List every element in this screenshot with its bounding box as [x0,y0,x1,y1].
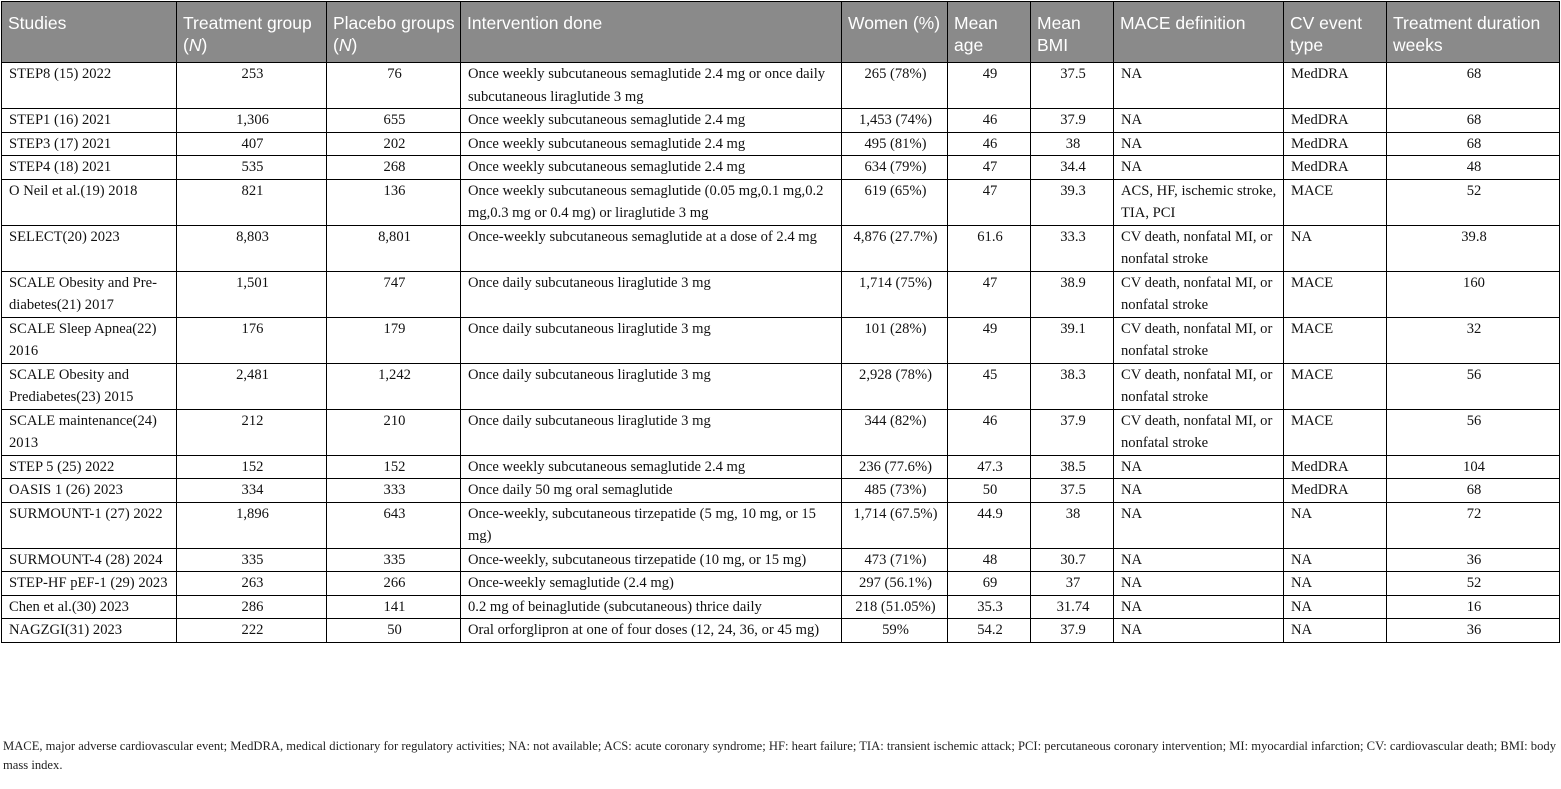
cell-women: 2,928 (78%) [842,363,948,409]
col-header-mean-bmi: Mean BMI [1031,2,1114,63]
cell-mean-age: 46 [948,409,1031,455]
cell-women: 473 (71%) [842,548,948,572]
col-header-treatment-duration: Treatment duration weeks [1387,2,1560,63]
cell-mean-age: 47 [948,156,1031,180]
cell-treatment-n: 821 [177,179,327,225]
cell-women: 218 (51.05%) [842,595,948,619]
cell-cv-event-type: MACE [1284,271,1387,317]
cell-cv-event-type: MACE [1284,317,1387,363]
cell-study: SELECT(20) 2023 [2,225,177,271]
table-row [2,619,1560,643]
cell-mean-bmi: 38 [1031,502,1114,548]
cell-mean-bmi: 33.3 [1031,225,1114,271]
cell-cv-event-type: NA [1284,548,1387,572]
cell-mean-age: 49 [948,317,1031,363]
cell-placebo-n: 266 [327,572,461,596]
cell-treatment-n: 212 [177,409,327,455]
table-row [2,409,1560,455]
cell-intervention: Oral orforglipron at one of four doses (12, 24, 36, or 45 mg) [461,619,842,643]
cell-placebo-n: 335 [327,548,461,572]
cell-women: 495 (81%) [842,132,948,156]
cell-duration-weeks: 68 [1387,63,1560,109]
cell-mean-bmi: 37.5 [1031,479,1114,503]
cell-duration-weeks: 104 [1387,455,1560,479]
cell-placebo-n: 643 [327,502,461,548]
cell-placebo-n: 141 [327,595,461,619]
col-header-mace-definition: MACE definition [1114,2,1284,63]
cell-duration-weeks: 68 [1387,479,1560,503]
cell-mace-definition: NA [1114,595,1284,619]
cell-study: SCALE maintenance(24) 2013 [2,409,177,455]
cell-intervention: Once weekly subcutaneous semaglutide (0.05 mg,0.1 mg,0.2 mg,0.3 mg or 0.4 mg) or liraglutide 3 mg [461,179,842,225]
cell-mace-definition: CV death, nonfatal MI, or nonfatal stroke [1114,409,1284,455]
table-row [2,595,1560,619]
header-row [2,2,1560,63]
cell-women: 1,714 (67.5%) [842,502,948,548]
cell-intervention: Once weekly subcutaneous semaglutide 2.4 mg [461,455,842,479]
cell-intervention: Once daily subcutaneous liraglutide 3 mg [461,363,842,409]
cell-placebo-n: 333 [327,479,461,503]
cell-women: 297 (56.1%) [842,572,948,596]
cell-study: SCALE Sleep Apnea(22) 2016 [2,317,177,363]
cell-women: 485 (73%) [842,479,948,503]
cell-mean-age: 69 [948,572,1031,596]
cell-mace-definition: CV death, nonfatal MI, or nonfatal stroke [1114,317,1284,363]
cell-women: 619 (65%) [842,179,948,225]
cell-intervention: Once daily subcutaneous liraglutide 3 mg [461,317,842,363]
cell-treatment-n: 335 [177,548,327,572]
cell-mace-definition: NA [1114,156,1284,180]
cell-study: O Neil et al.(19) 2018 [2,179,177,225]
cell-cv-event-type: MedDRA [1284,132,1387,156]
cell-study: STEP 5 (25) 2022 [2,455,177,479]
cell-cv-event-type: NA [1284,595,1387,619]
cell-duration-weeks: 36 [1387,619,1560,643]
cell-mean-bmi: 37.9 [1031,619,1114,643]
cell-treatment-n: 334 [177,479,327,503]
cell-mean-bmi: 34.4 [1031,156,1114,180]
cell-intervention: Once daily subcutaneous liraglutide 3 mg [461,409,842,455]
col-header-intervention: Intervention done [461,2,842,63]
cell-treatment-n: 535 [177,156,327,180]
cell-mean-age: 47 [948,271,1031,317]
cell-placebo-n: 136 [327,179,461,225]
cell-mean-bmi: 37.5 [1031,63,1114,109]
cell-study: STEP8 (15) 2022 [2,63,177,109]
cell-women: 59% [842,619,948,643]
cell-mace-definition: NA [1114,479,1284,503]
cell-duration-weeks: 16 [1387,595,1560,619]
cell-women: 236 (77.6%) [842,455,948,479]
cell-cv-event-type: MACE [1284,363,1387,409]
cell-treatment-n: 263 [177,572,327,596]
table-row [2,156,1560,180]
cell-women: 1,714 (75%) [842,271,948,317]
table-row [2,132,1560,156]
cell-study: OASIS 1 (26) 2023 [2,479,177,503]
cell-mace-definition: CV death, nonfatal MI, or nonfatal stroke [1114,271,1284,317]
cell-duration-weeks: 68 [1387,109,1560,133]
cell-intervention: Once weekly subcutaneous semaglutide 2.4 mg [461,109,842,133]
table-row [2,225,1560,271]
cell-duration-weeks: 52 [1387,179,1560,225]
cell-cv-event-type: MACE [1284,179,1387,225]
cell-placebo-n: 1,242 [327,363,461,409]
cell-mean-bmi: 38 [1031,132,1114,156]
cell-duration-weeks: 56 [1387,363,1560,409]
cell-study: SURMOUNT-1 (27) 2022 [2,502,177,548]
cell-mean-bmi: 38.9 [1031,271,1114,317]
cell-duration-weeks: 56 [1387,409,1560,455]
cell-mean-bmi: 38.3 [1031,363,1114,409]
cell-mean-age: 45 [948,363,1031,409]
cell-intervention: 0.2 mg of beinaglutide (subcutaneous) thrice daily [461,595,842,619]
cell-cv-event-type: MACE [1284,409,1387,455]
cell-cv-event-type: MedDRA [1284,63,1387,109]
cell-study: NAGZGI(31) 2023 [2,619,177,643]
studies-table [1,1,1560,643]
cell-intervention: Once-weekly subcutaneous semaglutide at a dose of 2.4 mg [461,225,842,271]
cell-mean-bmi: 30.7 [1031,548,1114,572]
cell-women: 101 (28%) [842,317,948,363]
cell-women: 634 (79%) [842,156,948,180]
cell-mace-definition: NA [1114,548,1284,572]
cell-mean-bmi: 37 [1031,572,1114,596]
cell-mean-age: 49 [948,63,1031,109]
table-row [2,109,1560,133]
cell-mean-age: 46 [948,109,1031,133]
cell-study: Chen et al.(30) 2023 [2,595,177,619]
cell-cv-event-type: NA [1284,225,1387,271]
cell-mace-definition: NA [1114,132,1284,156]
table-row [2,363,1560,409]
cell-mean-bmi: 39.3 [1031,179,1114,225]
cell-women: 344 (82%) [842,409,948,455]
cell-placebo-n: 152 [327,455,461,479]
cell-mace-definition: CV death, nonfatal MI, or nonfatal stroke [1114,363,1284,409]
cell-mean-age: 48 [948,548,1031,572]
cell-intervention: Once daily subcutaneous liraglutide 3 mg [461,271,842,317]
cell-duration-weeks: 160 [1387,271,1560,317]
cell-mean-bmi: 31.74 [1031,595,1114,619]
table-row [2,479,1560,503]
cell-duration-weeks: 68 [1387,132,1560,156]
cell-cv-event-type: MedDRA [1284,479,1387,503]
table-row [2,179,1560,225]
cell-duration-weeks: 39.8 [1387,225,1560,271]
table-footnote: MACE, major adverse cardiovascular event; MedDRA, medical dictionary for regulatory activities; NA: not available; ACS: acute coronary syndrome; HF: heart failure; TIA: transient ischemic attack; PCI: percutaneous coronary intervention; MI: myocardial infarction; CV: cardiovascular death; BMI: body mass index. [3,739,1556,772]
table-row [2,63,1560,109]
cell-mace-definition: NA [1114,455,1284,479]
cell-mean-bmi: 37.9 [1031,409,1114,455]
cell-duration-weeks: 36 [1387,548,1560,572]
cell-mace-definition: NA [1114,572,1284,596]
cell-intervention: Once weekly subcutaneous semaglutide 2.4 mg [461,156,842,180]
cell-treatment-n: 222 [177,619,327,643]
cell-cv-event-type: NA [1284,619,1387,643]
cell-study: STEP3 (17) 2021 [2,132,177,156]
cell-mean-age: 47 [948,179,1031,225]
col-header-cv-event-type: CV event type [1284,2,1387,63]
table-row [2,271,1560,317]
cell-treatment-n: 1,501 [177,271,327,317]
cell-treatment-n: 1,896 [177,502,327,548]
cell-placebo-n: 179 [327,317,461,363]
cell-mace-definition: CV death, nonfatal MI, or nonfatal stroke [1114,225,1284,271]
cell-treatment-n: 1,306 [177,109,327,133]
col-header-mean-age: Mean age [948,2,1031,63]
table-row [2,548,1560,572]
cell-mean-age: 46 [948,132,1031,156]
cell-placebo-n: 747 [327,271,461,317]
cell-treatment-n: 8,803 [177,225,327,271]
cell-placebo-n: 76 [327,63,461,109]
cell-mean-age: 44.9 [948,502,1031,548]
cell-cv-event-type: NA [1284,572,1387,596]
cell-duration-weeks: 72 [1387,502,1560,548]
cell-placebo-n: 8,801 [327,225,461,271]
cell-mace-definition: NA [1114,109,1284,133]
cell-cv-event-type: MedDRA [1284,109,1387,133]
table-body [2,63,1560,643]
cell-placebo-n: 655 [327,109,461,133]
cell-study: STEP4 (18) 2021 [2,156,177,180]
cell-cv-event-type: MedDRA [1284,156,1387,180]
cell-treatment-n: 2,481 [177,363,327,409]
table-row [2,502,1560,548]
cell-placebo-n: 50 [327,619,461,643]
cell-women: 1,453 (74%) [842,109,948,133]
cell-study: STEP-HF pEF-1 (29) 2023 [2,572,177,596]
cell-placebo-n: 268 [327,156,461,180]
cell-mean-bmi: 38.5 [1031,455,1114,479]
cell-duration-weeks: 32 [1387,317,1560,363]
cell-treatment-n: 286 [177,595,327,619]
cell-mean-age: 54.2 [948,619,1031,643]
col-header-treatment-group: Treatment group (N) [177,2,327,63]
cell-mean-age: 61.6 [948,225,1031,271]
cell-mace-definition: NA [1114,619,1284,643]
cell-study: SCALE Obesity and Pre-diabetes(21) 2017 [2,271,177,317]
cell-placebo-n: 210 [327,409,461,455]
col-header-placebo-groups: Placebo groups (N) [327,2,461,63]
cell-intervention: Once-weekly, subcutaneous tirzepatide (10 mg, or 15 mg) [461,548,842,572]
cell-mace-definition: NA [1114,63,1284,109]
col-header-studies: Studies [2,2,177,63]
cell-intervention: Once daily 50 mg oral semaglutide [461,479,842,503]
table-row [2,455,1560,479]
cell-intervention: Once weekly subcutaneous semaglutide 2.4 mg or once daily subcutaneous liraglutide 3 mg [461,63,842,109]
cell-placebo-n: 202 [327,132,461,156]
cell-mace-definition: ACS, HF, ischemic stroke, TIA, PCI [1114,179,1284,225]
cell-women: 265 (78%) [842,63,948,109]
cell-mace-definition: NA [1114,502,1284,548]
cell-duration-weeks: 48 [1387,156,1560,180]
col-header-women: Women (%) [842,2,948,63]
cell-study: STEP1 (16) 2021 [2,109,177,133]
cell-treatment-n: 407 [177,132,327,156]
cell-mean-age: 50 [948,479,1031,503]
cell-duration-weeks: 52 [1387,572,1560,596]
cell-treatment-n: 253 [177,63,327,109]
table-row [2,317,1560,363]
cell-mean-age: 47.3 [948,455,1031,479]
cell-treatment-n: 176 [177,317,327,363]
cell-intervention: Once weekly subcutaneous semaglutide 2.4 mg [461,132,842,156]
cell-cv-event-type: NA [1284,502,1387,548]
cell-intervention: Once-weekly, subcutaneous tirzepatide (5 mg, 10 mg, or 15 mg) [461,502,842,548]
cell-cv-event-type: MedDRA [1284,455,1387,479]
cell-study: SURMOUNT-4 (28) 2024 [2,548,177,572]
cell-treatment-n: 152 [177,455,327,479]
cell-women: 4,876 (27.7%) [842,225,948,271]
cell-mean-bmi: 37.9 [1031,109,1114,133]
cell-mean-bmi: 39.1 [1031,317,1114,363]
table-row [2,572,1560,596]
cell-study: SCALE Obesity and Prediabetes(23) 2015 [2,363,177,409]
cell-intervention: Once-weekly semaglutide (2.4 mg) [461,572,842,596]
cell-mean-age: 35.3 [948,595,1031,619]
